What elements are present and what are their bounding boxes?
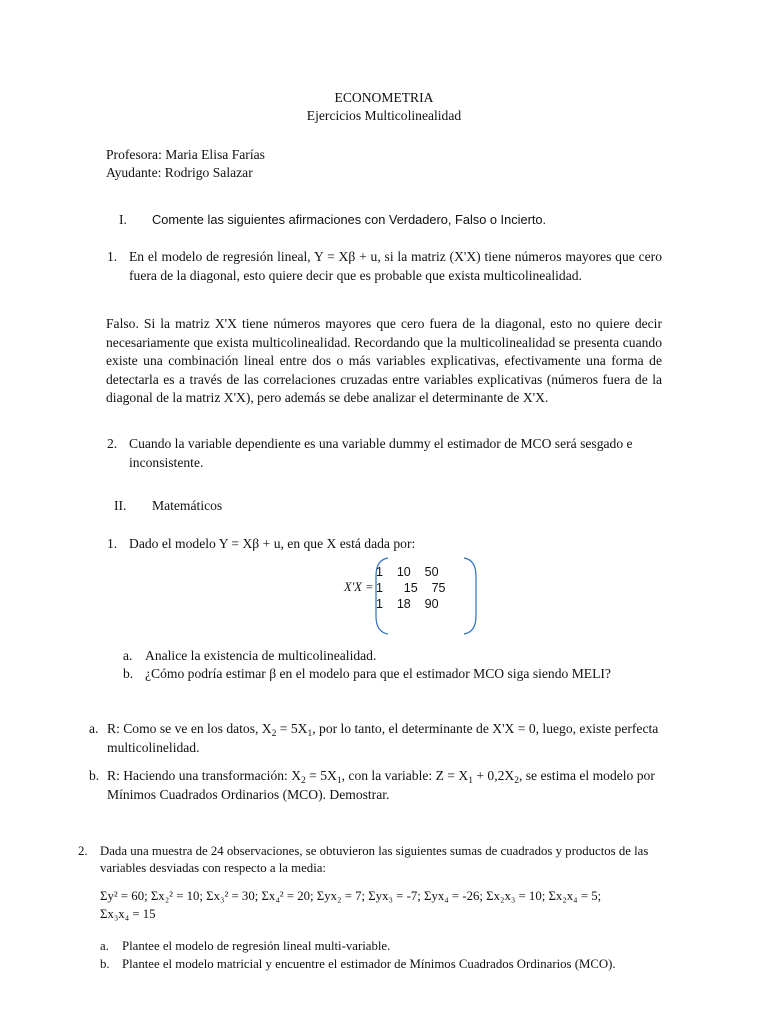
s2-q1-item-b-text: ¿Cómo podría estimar β en el modelo para que el estimador MCO siga siendo MELI? — [145, 666, 611, 681]
right-bracket — [464, 558, 476, 634]
document-subtitle: Ejercicios Multicolinealidad — [306, 108, 462, 123]
s1-answer-1: Falso. Si la matriz X'X tiene números mayores que cero fuera de la diagonal, esto no quiere decir necesariamente que exista multicolinealidad. Recordando que la multicolinealidad se presenta cuando existe una combinación lineal entre dos o más variables explicativas, efectivamente una forma de detectarla es a través de las correlaciones cruzadas entre variables explicativas (números fuera de la diagonal de la matriz X'X), pero además se debe analizar el determinante de X'X. — [106, 316, 662, 405]
professor-line: Profesora: Maria Elisa Farías — [106, 147, 265, 162]
s2-q1-item-a-text: Analice la existencia de multicolinealidad. — [145, 648, 377, 663]
section-2-numeral: II. — [114, 498, 127, 513]
document-title: ECONOMETRIA — [334, 90, 434, 105]
section-2-heading: Matemáticos — [152, 498, 223, 513]
s2-q2-item-a-letter: a. — [100, 939, 109, 953]
matrix-label: X'X = — [344, 580, 374, 594]
answer-b-text: R: Haciendo una transformación: $X_2 = 5X_1$, con la variable: $Z = X_1 + 0,2X_2$, se estima el modelo por Mínimos Cuadrados Ordinarios (MCO). Demostrar. — [107, 768, 655, 802]
s1-q2-number: 2. — [107, 436, 118, 451]
answer-b-letter: b. — [89, 768, 100, 783]
answer-a-text: R: Como se ve en los datos, $X_2 = 5X_1$, por lo tanto, el determinante de X'X = 0, luego, existe perfecta multicolinelidad. — [107, 721, 659, 755]
s2-q2-number: 2. — [78, 844, 88, 858]
sums-line-1: Σy² = 60; Σx₂² = 10; Σx₃² = 30; Σx₄² = 20; Σyx₂ = 7; Σyx₃ = -7; Σyx₄ = -26; Σx₂x₃ = 10; Σx₂x₄ = 5; — [100, 889, 602, 903]
s2-q2-item-a-text: Plantee el modelo de regresión lineal multi-variable. — [122, 939, 391, 953]
s2-q1-number: 1. — [107, 536, 118, 551]
s2-q2-text: Dada una muestra de 24 observaciones, se obtuvieron las siguientes sumas de cuadrados y productos de las variables desviadas con respecto a la media: — [100, 844, 649, 875]
assistant-line: Ayudante: Rodrigo Salazar — [106, 165, 253, 180]
s2-q1-text: Dado el modelo Y = Xβ + u, en que X está dada por: — [129, 536, 416, 551]
s1-q2-text: Cuando la variable dependiente es una variable dummy el estimador de MCO será sesgado e inconsistente. — [129, 436, 633, 470]
matrix-row-2: 1 15 75 — [376, 581, 446, 595]
section-1-heading: Comente las siguientes afirmaciones con Verdadero, Falso o Incierto. — [152, 212, 547, 227]
s1-q1-number: 1. — [107, 249, 118, 264]
s2-q2-item-b-letter: b. — [100, 957, 110, 971]
answer-a-letter: a. — [89, 721, 99, 736]
matrix-row-1: 1 10 50 — [376, 565, 439, 579]
s2-q1-item-b-letter: b. — [123, 666, 134, 681]
s2-q2-item-b-text: Plantee el modelo matricial y encuentre el estimador de Mínimos Cuadrados Ordinarios (MCO). — [122, 957, 616, 971]
section-1-numeral: I. — [119, 212, 127, 227]
s1-q1-text: En el modelo de regresión lineal, Y = Xβ + u, si la matriz (X'X) tiene números mayores que cero fuera de la diagonal, esto quiere decir que es probable que exista multicolinealidad. — [129, 249, 662, 283]
s2-q1-item-a-letter: a. — [123, 648, 133, 663]
sums-line-2: Σx₃x₄ = 15 — [100, 907, 156, 921]
matrix-row-3: 1 18 90 — [376, 597, 439, 611]
